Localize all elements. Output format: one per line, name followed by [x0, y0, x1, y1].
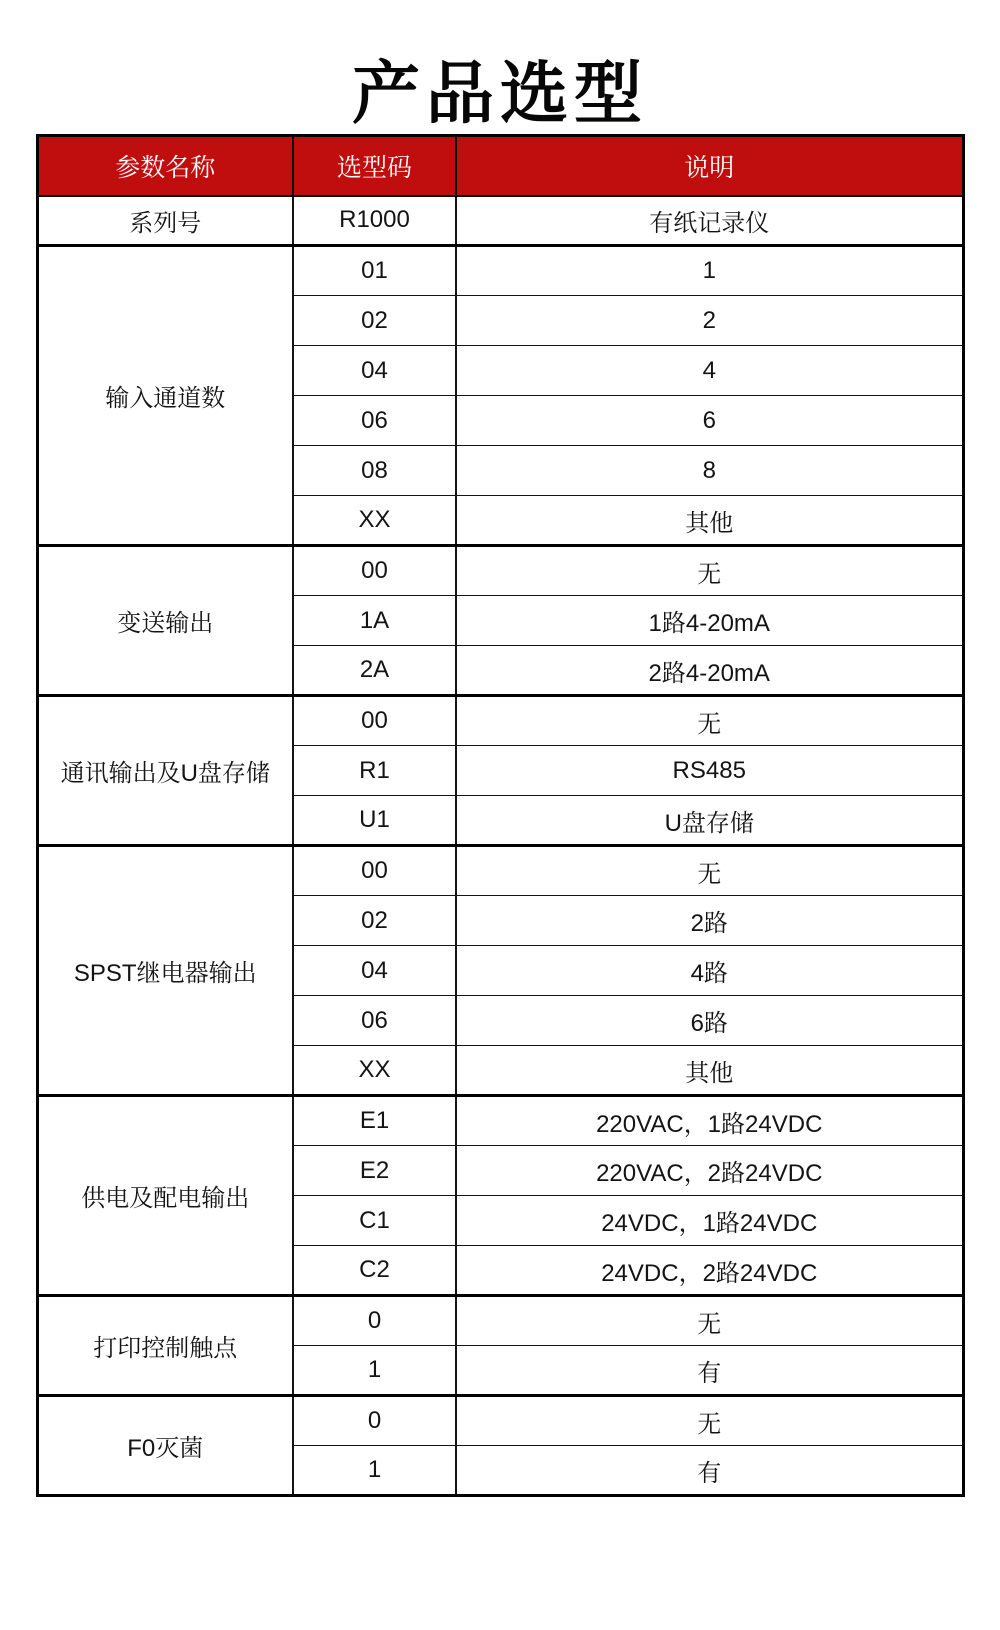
description-cell: 无: [456, 1296, 963, 1346]
description-cell: 4路: [456, 946, 963, 996]
selection-code-cell: 02: [293, 896, 456, 946]
description-cell: 220VAC，2路24VDC: [456, 1146, 963, 1196]
table-row: [37, 846, 963, 896]
selection-code-cell: C1: [293, 1196, 456, 1246]
table-header-row: [37, 136, 963, 196]
selection-code-cell: C2: [293, 1246, 456, 1296]
table-row: [37, 1396, 963, 1446]
selection-code-cell: 0: [293, 1296, 456, 1346]
selection-code-cell: 00: [293, 546, 456, 596]
description-cell: 无: [456, 696, 963, 746]
table-body: [37, 196, 963, 1496]
header-description: 说明: [456, 136, 963, 196]
description-cell: 有: [456, 1346, 963, 1396]
description-cell: 有: [456, 1446, 963, 1496]
param-name-cell: 供电及配电输出: [37, 1096, 293, 1296]
page-title: 产品选型: [351, 56, 648, 132]
selection-code-cell: 00: [293, 846, 456, 896]
selection-code-cell: 00: [293, 696, 456, 746]
selection-code-cell: 04: [293, 346, 456, 396]
table-row: [37, 1296, 963, 1346]
description-cell: 6路: [456, 996, 963, 1046]
description-cell: 8: [456, 446, 963, 496]
description-cell: U盘存储: [456, 796, 963, 846]
param-name-cell: 变送输出: [37, 546, 293, 696]
product-selection-table: [36, 134, 965, 1497]
description-cell: 220VAC，1路24VDC: [456, 1096, 963, 1146]
description-cell: 1路4-20mA: [456, 596, 963, 646]
description-cell: 有纸记录仪: [456, 196, 963, 246]
header-param-name: 参数名称: [37, 136, 293, 196]
param-name-cell: F0灭菌: [37, 1396, 293, 1496]
description-cell: 无: [456, 546, 963, 596]
selection-code-cell: 01: [293, 246, 456, 296]
param-name-cell: 通讯输出及U盘存储: [37, 696, 293, 846]
selection-code-cell: 08: [293, 446, 456, 496]
selection-code-cell: 1: [293, 1346, 456, 1396]
param-name-cell: 打印控制触点: [37, 1296, 293, 1396]
selection-code-cell: 06: [293, 396, 456, 446]
table-row: [37, 1096, 963, 1146]
description-cell: 2路4-20mA: [456, 646, 963, 696]
selection-code-cell: U1: [293, 796, 456, 846]
selection-code-cell: R1: [293, 746, 456, 796]
selection-code-cell: 02: [293, 296, 456, 346]
header-selection-code: 选型码: [293, 136, 456, 196]
description-cell: 4: [456, 346, 963, 396]
description-cell: 2路: [456, 896, 963, 946]
table-row: [37, 246, 963, 296]
description-cell: RS485: [456, 746, 963, 796]
description-cell: 其他: [456, 496, 963, 546]
description-cell: 24VDC，1路24VDC: [456, 1196, 963, 1246]
selection-code-cell: R1000: [293, 196, 456, 246]
selection-code-cell: E1: [293, 1096, 456, 1146]
description-cell: 1: [456, 246, 963, 296]
description-cell: 6: [456, 396, 963, 446]
selection-code-cell: 1: [293, 1446, 456, 1496]
description-cell: 无: [456, 846, 963, 896]
table-row: [37, 546, 963, 596]
selection-code-cell: 04: [293, 946, 456, 996]
selection-code-cell: 2A: [293, 646, 456, 696]
description-cell: 24VDC，2路24VDC: [456, 1246, 963, 1296]
description-cell: 2: [456, 296, 963, 346]
description-cell: 其他: [456, 1046, 963, 1096]
selection-code-cell: 0: [293, 1396, 456, 1446]
selection-code-cell: XX: [293, 1046, 456, 1096]
selection-code-cell: 06: [293, 996, 456, 1046]
param-name-cell: SPST继电器输出: [37, 846, 293, 1096]
description-cell: 无: [456, 1396, 963, 1446]
selection-code-cell: E2: [293, 1146, 456, 1196]
table-row: [37, 696, 963, 746]
selection-code-cell: 1A: [293, 596, 456, 646]
param-name-cell: 输入通道数: [37, 246, 293, 546]
param-name-cell: 系列号: [37, 196, 293, 246]
selection-code-cell: XX: [293, 496, 456, 546]
table-row: [37, 196, 963, 246]
